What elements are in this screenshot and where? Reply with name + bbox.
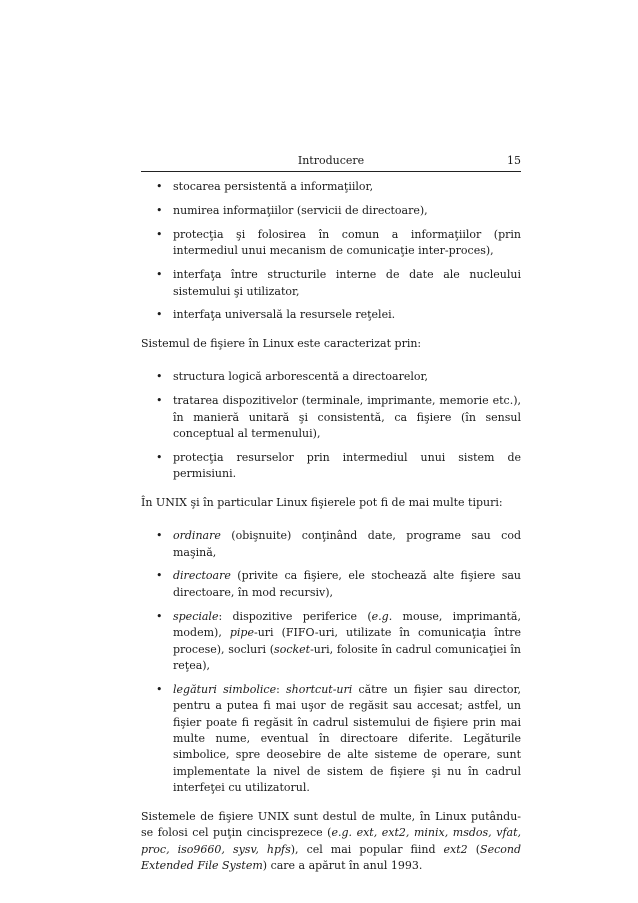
list-item: • tratarea dispozitivelor (terminale, imprimante, memorie etc.), în manieră unitară şi consistentă, ca fişiere (în sensul conceptual al termenului),: [156, 394, 521, 440]
bullet: •: [156, 450, 163, 464]
feature-list: [141, 179, 521, 324]
characteristics-list: [141, 369, 521, 482]
bullet: •: [156, 268, 163, 282]
term: speciale: [173, 609, 219, 623]
list-item: • structura logică arborescentă a directoarelor,: [141, 369, 521, 385]
term: directoare: [173, 569, 231, 583]
header-rule: [141, 171, 521, 172]
bullet: •: [156, 609, 163, 623]
list-item: • legături simbolice: shortcut-uri către un fişier sau director, pentru a putea fi mai uşor de regăsit sau accesat; astfel, un fişier poate fi regăsit în cadrul sistemului de fişiere prin mai multe nume, eventual în directoare diferite. Legăturile simbolice, spre deosebire de alte sisteme de operare, sunt implementate la nivel de sistem de fişiere şi nu în cadrul interfeţei cu utilizatorul.: [156, 682, 522, 795]
bullet: •: [156, 203, 163, 217]
list-item: • protecţia resurselor prin intermediul unui sistem de permisiuni.: [156, 450, 521, 481]
page-number: 15: [507, 154, 521, 167]
list-item: • speciale: dispozitive periferice (e.g. mouse, imprimantă, modem), pipe-uri (FIFO-uri, utilizate în comunicaţia între procese), socluri (socket-uri, folosite în cadrul comunicaţiei în reţea),: [156, 609, 521, 672]
term: legături simbolice: [173, 682, 277, 696]
list-item: • protecţia şi folosirea în comun a informaţiilor (prin intermediul unui mecanism de comunicaţie inter-proces),: [156, 227, 521, 258]
bullet: •: [156, 180, 163, 193]
list-item: • interfaţa între structurile interne de date ale nucleului sistemului şi utilizator,: [156, 268, 521, 298]
bullet: •: [156, 569, 163, 583]
bullet: •: [156, 394, 163, 408]
term: ordinare: [173, 529, 221, 543]
bullet: •: [156, 682, 163, 696]
list-item: • stocarea persistentă a informaţiilor,: [141, 179, 521, 195]
bullet: •: [156, 529, 163, 543]
paragraph: Sistemele de fişiere UNIX sunt destul de multe, în Linux putându-se folosi cel puţin cincisprezece (e.g. ext, ext2, minix, msdos, vfat, proc, iso9660, sysv, hpfs), cel mai popular fiind ext2 (Second Extended File System) care a apărut în anul 1993.: [141, 809, 522, 872]
list-item: • directoare (privite ca fişiere, ele stochează alte fişiere sau directoare, în mod recursiv),: [156, 569, 521, 599]
list-item: • ordinare (obişnuite) conţinând date, programe sau cod maşină,: [156, 529, 521, 559]
bullet: •: [156, 227, 163, 241]
list-item: • numirea informaţiilor (servicii de directoare),: [141, 203, 521, 219]
paragraph: În UNIX şi în particular Linux fişierele pot fi de mai multe tipuri:: [141, 495, 503, 509]
paragraph: Sistemul de fişiere în Linux este caracterizat prin:: [141, 336, 422, 350]
body-text: [141, 179, 521, 885]
running-header: [141, 153, 521, 169]
file-types-list: [141, 528, 521, 797]
chapter-title: Introducere: [297, 154, 365, 167]
bullet: •: [156, 370, 163, 384]
list-item: • interfaţa universală la resursele reţelei.: [141, 307, 521, 323]
bullet: •: [156, 308, 163, 322]
